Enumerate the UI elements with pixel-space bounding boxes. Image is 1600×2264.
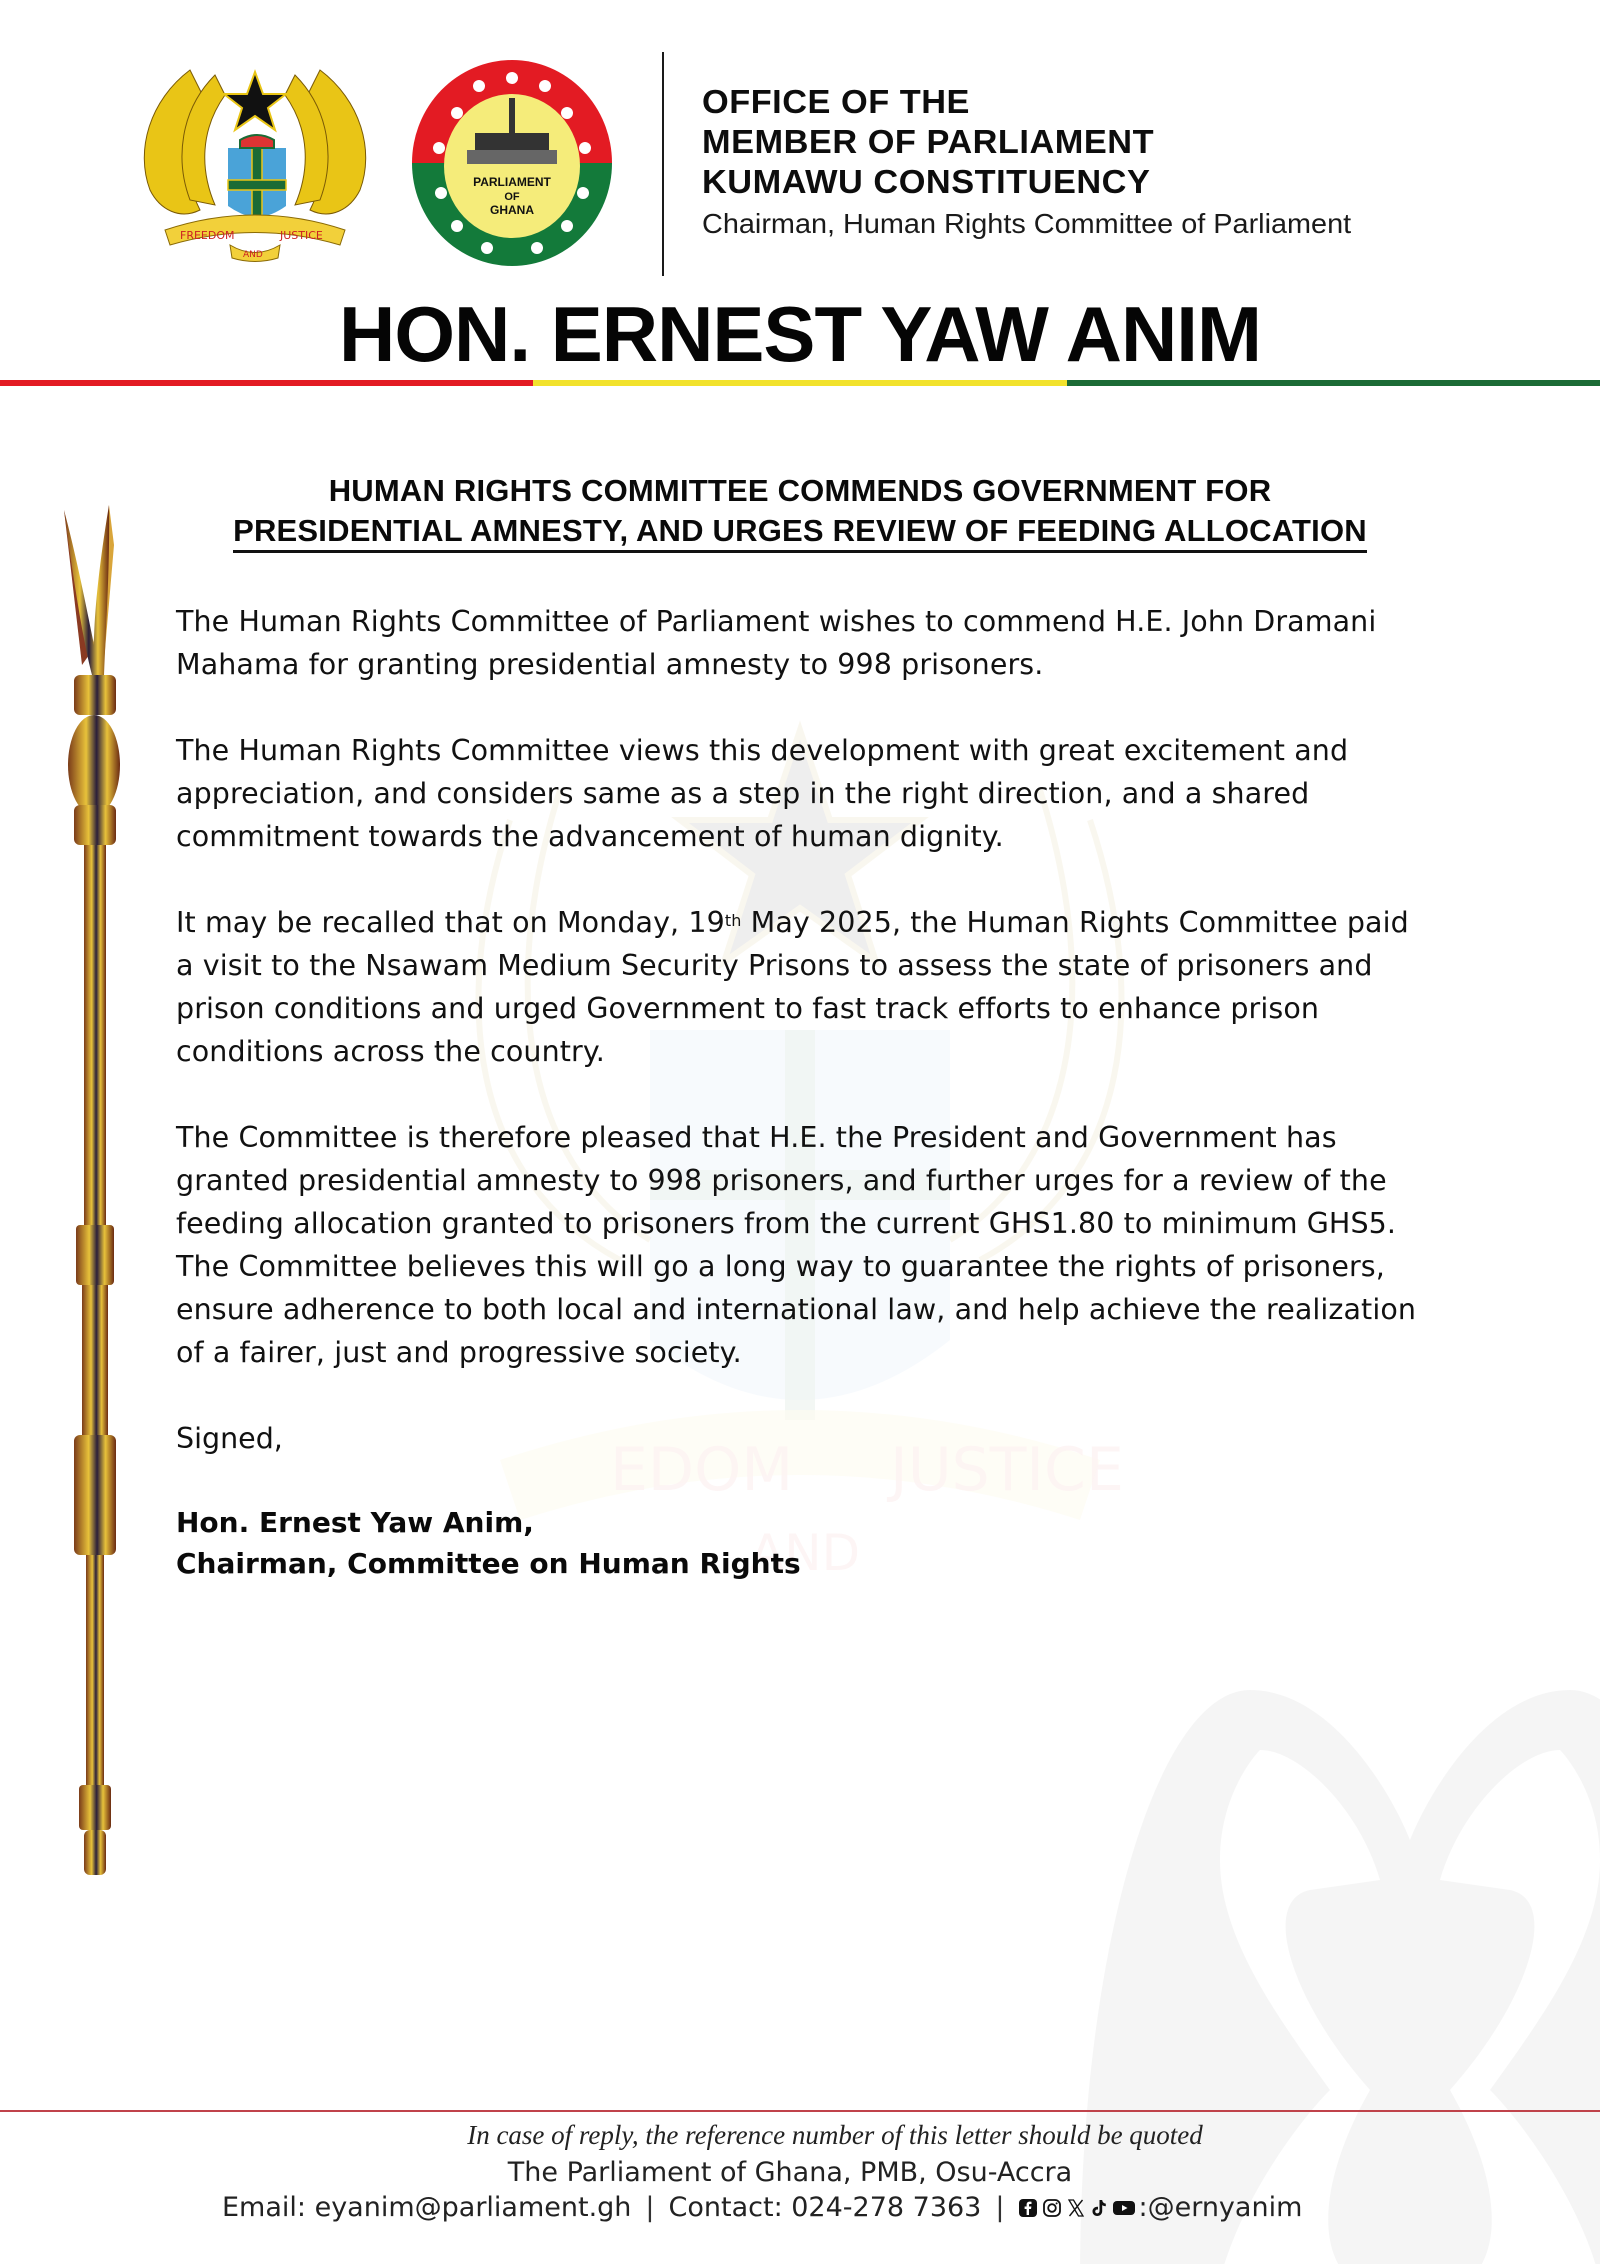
parliament-seal-emblem: [407, 58, 617, 268]
paragraph-3-before: It may be recalled that on Monday, 19: [176, 906, 725, 939]
facebook-icon[interactable]: [1018, 2198, 1038, 2218]
letter-headline: [0, 470, 1600, 553]
paragraph-3-after: May 2025, the Human Rights Committee paid a visit to the Nsawam Medium Security Prisons to assess the state of prisoners and prison conditions and urged Government to fast track efforts to enhance prison conditions across the country.: [176, 906, 1409, 1068]
flag-bar-green: [1067, 380, 1600, 386]
paragraph-2: The Human Rights Committee views this development with great excitement and appreciation, and considers same as a step in the right direction, and a shared commitment towards the advancement of human dignity.: [176, 734, 1349, 853]
coat-of-arms-emblem: [130, 60, 380, 265]
header-divider: [662, 52, 664, 276]
motto-and: AND: [243, 250, 263, 260]
paragraph-4: The Committee is therefore pleased that H.E. the President and Government has granted presidential amnesty to 998 prisoners, and further urges for a review of the feeding allocation granted to prisoners from the current GHS1.80 to minimum GHS5. The Committee believes this will go a long way to guarantee the rights of prisoners, ensure adherence to both local and international law, and help achieve the realization of a fairer, just and progressive society.: [176, 1121, 1417, 1369]
postal-address: The Parliament of Ghana, PMB, Osu-Accra: [507, 2157, 1073, 2188]
mp-name-title: HON. ERNEST YAW ANIM: [339, 290, 1261, 378]
signatory-name: Hon. Ernest Yaw Anim,: [176, 1506, 534, 1539]
seal-line-3: GHANA: [490, 203, 534, 217]
letterhead: [0, 0, 1600, 400]
paragraph-1: The Human Rights Committee of Parliament wishes to commend H.E. John Dramani Mahama for granting presidential amnesty to 998 prisoners.: [176, 605, 1377, 681]
paragraph-3: [176, 901, 1421, 1073]
motto-justice: JUSTICE: [280, 229, 323, 242]
office-subtitle: Chairman, Human Rights Committee of Parliament: [702, 208, 1352, 239]
office-line-2: MEMBER OF PARLIAMENT: [702, 123, 1155, 160]
signatory-title: Chairman, Committee on Human Rights: [176, 1547, 801, 1580]
letter-content: [176, 600, 1421, 1584]
flag-bar-yellow: [533, 380, 1066, 386]
signature-block: [176, 1502, 1421, 1584]
youtube-icon[interactable]: [1112, 2198, 1136, 2218]
closing-signed: Signed,: [176, 1422, 283, 1455]
social-icons: [1018, 2198, 1136, 2218]
contact-line: [222, 2190, 1302, 2226]
reference-note: In case of reply, the reference number of this letter should be quoted: [467, 2120, 1203, 2150]
separator-1: |: [645, 2192, 655, 2223]
ordinal-suffix: th: [724, 911, 742, 930]
social-handle[interactable]: :@ernyanim: [1138, 2192, 1303, 2223]
flag-color-bar: [0, 380, 1600, 386]
headline-line-1: HUMAN RIGHTS COMMITTEE COMMENDS GOVERNMENT FOR: [328, 473, 1272, 508]
mace-image: [44, 505, 134, 1880]
separator-2: |: [995, 2192, 1005, 2223]
headline-line-2: PRESIDENTIAL AMNESTY, AND URGES REVIEW OF FEEDING ALLOCATION: [233, 512, 1367, 553]
office-block: [702, 82, 1352, 244]
flag-bar-red: [0, 380, 533, 386]
instagram-icon[interactable]: [1042, 2198, 1062, 2218]
footer-divider: [0, 2110, 1600, 2112]
tiktok-icon[interactable]: [1090, 2198, 1108, 2218]
office-line-1: OFFICE OF THE: [702, 83, 970, 120]
seal-line-2: OF: [504, 191, 520, 203]
motto-freedom: FREEDOM: [180, 229, 235, 242]
seal-line-1: PARLIAMENT: [473, 175, 551, 189]
office-line-3: KUMAWU CONSTITUENCY: [702, 163, 1151, 200]
phone-text[interactable]: Contact: 024-278 7363: [668, 2192, 982, 2223]
email-text[interactable]: Email: eyanim@parliament.gh: [222, 2192, 632, 2223]
x-icon[interactable]: [1066, 2198, 1086, 2218]
